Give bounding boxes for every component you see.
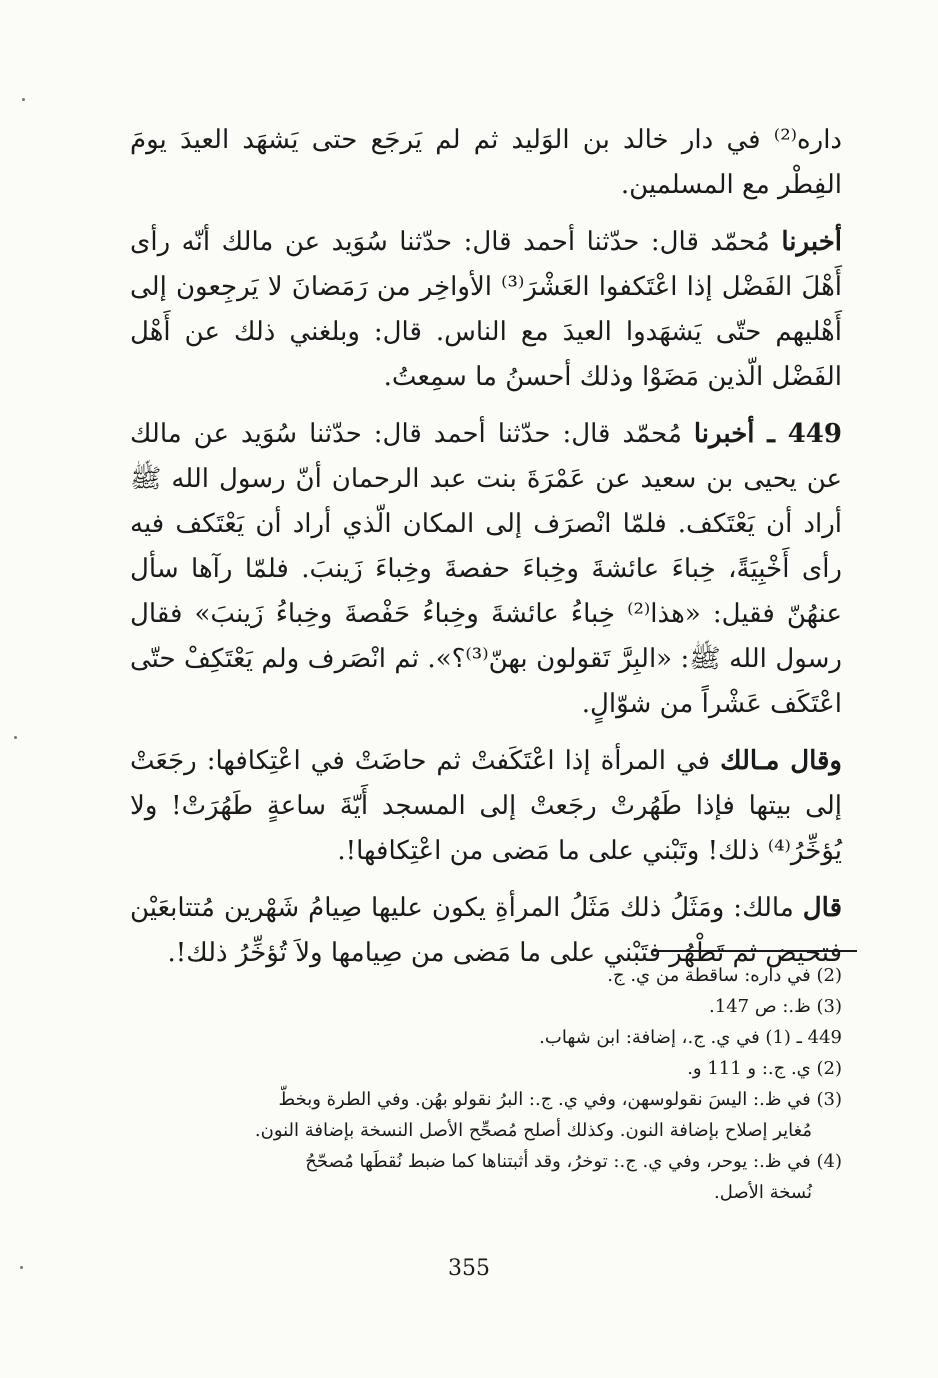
paragraph-body: في المرأة إذا اعْتَكَفتْ ثم حاضَتْ في اعْتِكافها: رجَعَتْ إلى بيتها فإذا طَهُرتْ رجَعتْ إلى المسجد أَيّةَ ساعةٍ طَهُرَتْ! ولا يُؤخِّرُ⁽⁴⁾ ذلك! وتَبْني على ما مَضى من اعْتِكافها!. — [130, 746, 842, 866]
paragraph-lead: قال — [802, 893, 842, 923]
scan-speck — [22, 98, 25, 101]
main-text — [130, 118, 842, 988]
paragraph-lead: 449 ـ أخبرنا — [693, 419, 842, 449]
paragraph-lead: أخبرنا — [781, 227, 842, 257]
scan-speck — [14, 736, 17, 739]
footnote: (3) ظ.: ص 147. — [709, 996, 842, 1017]
footnote-continuation: نُسخة الأصل. — [714, 1182, 812, 1203]
paragraph-body: داره⁽²⁾ في دار خالد بن الوَليد ثم لم يَرجَع حتى يَشهَد العيدَ يومَ الفِطْر مع المسلمين. — [130, 125, 842, 200]
scan-speck — [20, 1266, 23, 1269]
paragraph-body: مالك: ومَثَلُ ذلك مَثَلُ المرأةِ يكون عليها صِيامُ شَهْرين مُتتابعَيْن فتحيض ثم تَطْهُر فتَبْني على ما مَضى من صِيامها ولاَ تُؤخِّرُ ذلك!. — [130, 893, 842, 968]
paragraph-2 — [130, 220, 842, 400]
footnote: (2) ي. ج.: و 111 و. — [687, 1058, 842, 1079]
paragraph-body: مُحمّد قال: حدّثنا أحمد قال: حدّثنا سُوَيد عن مالك عن يحيى بن سعيد عن عَمْرَةَ بنت عبد الرحمان أنّ رسول الله ﷺ أراد أن يَعْتَكف. فلمّا انْصرَف إلى المكان الّذي أراد أن يَعْتَكف فيه رأى أَخْبِيَةً، خِباءَ عائشةَ وخِباءَ حفصةَ وخِباءَ زَينبَ. فلمّا رآها سأل عنهُنّ فقيل: «هذا⁽²⁾ خِباءُ عائشةَ وخِباءُ حَفْصةَ وخِباءُ زَينبَ» فقال رسول الله ﷺ: «البِرَّ تَقولون بهنّ⁽³⁾؟». ثم انْصَرف ولم يَعْتَكِفْ حتّى اعْتَكَف عَشْراً من شوّالٍ. — [130, 419, 842, 719]
footnote: (2) في داره: ساقطة من ي. ج. — [607, 965, 842, 986]
paragraph-3 — [130, 412, 842, 727]
footnote: (3) في ظ.: اليسَ نقولوسهن، وفي ي. ج.: البرُ نقولو بهُن. وفي الطرة وبخطّ — [278, 1089, 842, 1110]
footnotes — [130, 960, 842, 1208]
paragraph-lead: وقال مـالك — [720, 746, 842, 776]
paragraph-body: مُحمّد قال: حدّثنا أحمد قال: حدّثنا سُوَيد عن مالك أنّه رأى أَهْلَ الفَضْل إذا اعْتَكفوا العَشْرَ⁽³⁾ الأواخِر من رَمَضانَ لا يَرجِعون إلى أَهْليهم حتّى يَشهَدوا العيدَ مع الناس. قال: وبلغني ذلك عن أَهْل الفَضْل الّذين مَضَوْا وذلك أحسنُ ما سمِعتُ. — [130, 227, 842, 392]
footnote: 449 ـ (1) في ي. ج.، إضافة: ابن شهاب. — [539, 1027, 842, 1048]
footnote: (4) في ظ.: يوحر، وفي ي. ج.: توخرُ، وقد أثبتناها كما ضبط نُقطَها مُصحّحُ — [305, 1151, 842, 1172]
footnote-continuation: مُغاير إصلاح بإضافة النون. وكذلك أصلح مُصحِّح الأصل النسخة بإضافة النون. — [254, 1120, 812, 1141]
paragraph-1 — [130, 118, 842, 208]
page-number: 355 — [448, 1256, 490, 1281]
paragraph-4 — [130, 739, 842, 874]
footnote-separator — [652, 950, 857, 952]
